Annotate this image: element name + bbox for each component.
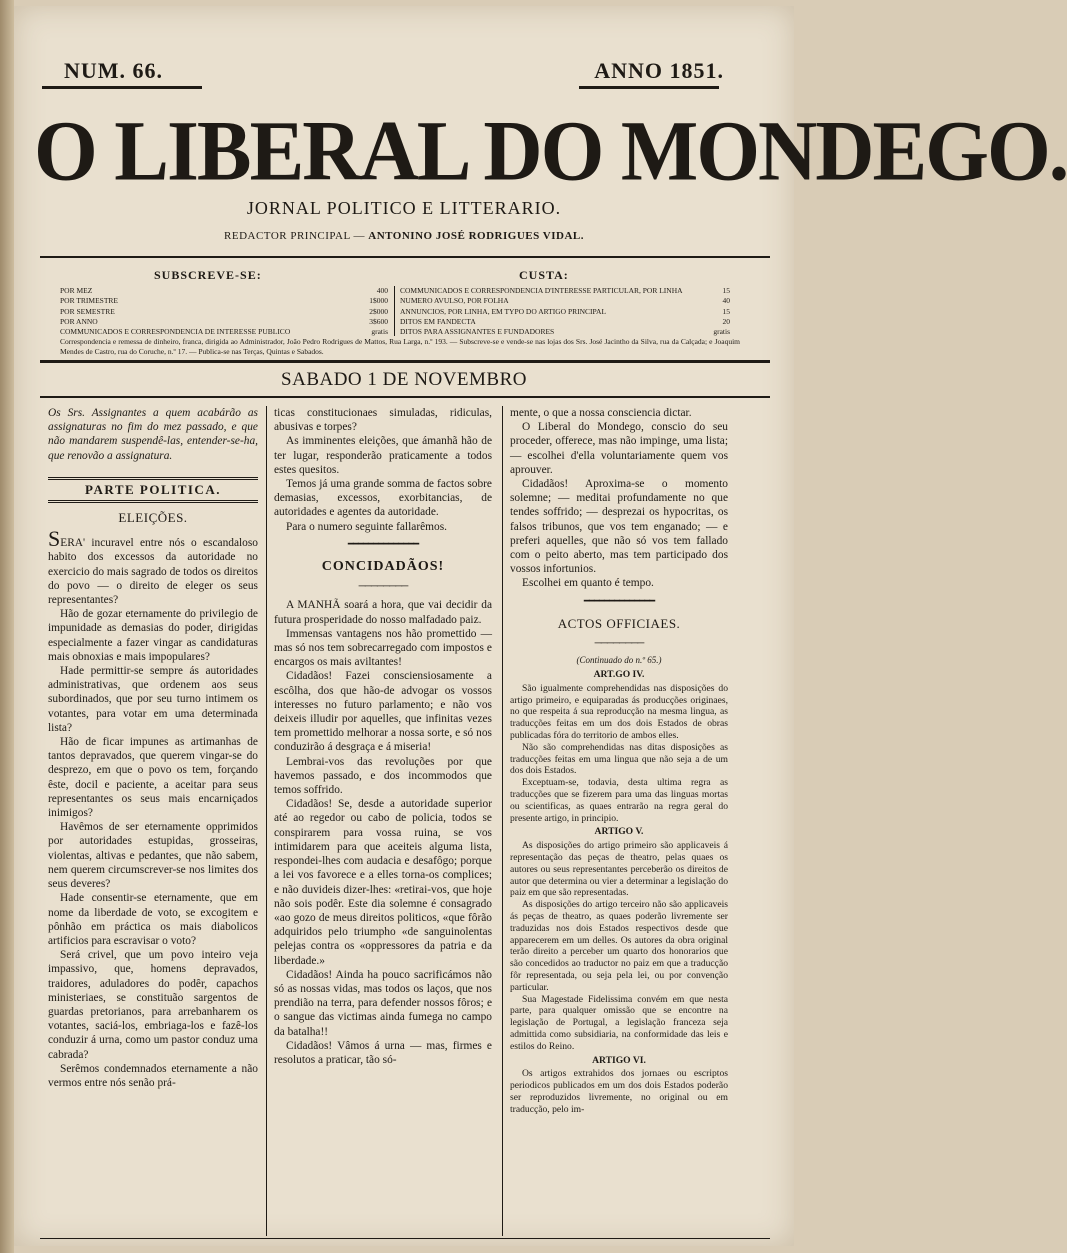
article-paragraph: Cidadãos! Vâmos á urna — mas, firmes e resolutos a praticar, tão só-	[274, 1039, 492, 1066]
article-paragraph: Hade permittir-se sempre ás autoridades administrativas, que ordenem aos seus subordinados, que por seu turno intimem os votantes, para votar em uma determinada lista?	[48, 665, 258, 734]
section-title: PARTE POLITICA.	[48, 477, 258, 503]
ornament-divider: ────────	[594, 638, 644, 650]
article-paragraph: O Liberal do Mondego, conscio do seu proceder, offerece, mas não impinge, uma lista; — escolhei d'ella voluntariamente quem vos aprouver.	[510, 421, 728, 476]
article-paragraph: A MANHÃ soará a hora, que vai decidir da futura prosperidade do nosso malfadado paiz.	[274, 599, 492, 626]
table-row: COMMUNICADOS E CORRESPONDENCIA DE INTERESSE PUBLICO gratis	[60, 327, 388, 337]
official-acts	[510, 655, 728, 1115]
masthead-subtitle: JORNAL POLITICO E LITTERARIO.	[246, 198, 562, 218]
date-line: SABADO 1 DE NOVEMBRO	[281, 369, 527, 390]
ornament-divider: ━━━━━━━━━━━━━━	[583, 595, 655, 607]
article-paragraph: Hão de gozar eternamente do privilegio de impunidade as demasias do poder, dirigidas especialmente a fazer vingar as candidaturas mais obnoxias e mais impopulares?	[48, 608, 258, 663]
subscriber-notice: Os Srs. Assignantes a quem acabárão as assignaturas no fim do mez passado, e que não mandarem suspendê-las, entender-se-ha, que renovão a assignatura.	[48, 407, 258, 462]
article-paragraph: SERA' incuravel entre nós o escandaloso habito dos excessos da autoridade no exercicio do mais sagrado de todos os direitos do povo — o direito de eleger os seus representantes?	[48, 526, 258, 607]
costs-table	[400, 286, 730, 337]
article-heading: CONCIDADÃOS!	[321, 559, 445, 575]
issue-number: NUM. 66.	[64, 58, 164, 83]
article-paragraph: ticas constitucionaes simuladas, ridiculas, abusivas e torpes?	[274, 407, 492, 434]
subscription-table	[60, 286, 388, 337]
article-paragraph: Escolhei em quanto é tempo.	[522, 577, 654, 590]
article-paragraph: Cidadãos! Fazei consciensiosamente a escôlha, dos que hão-de advogar os vossos interesses no futuro parlamento; e não vos deixeis illudir por aquelles, que infinitas vezes tem promettido melhorar a nossa sorte, e só nos conduzirão á desgraça e á miseria!	[274, 670, 492, 754]
table-divider	[394, 286, 395, 336]
table-row: POR TRIMESTRE 1$000	[60, 296, 388, 306]
article-paragraph: Cidadãos! Aproxima-se o momento solemne; — meditai profundamente no que tendes soffrido; — desprezai os hypocritas, os falsos tribunos, que vos tem enganado; — e preferi aquelles, que não só vos tem fallado com o peito aberto, mas tem participado dos vossos infortunios.	[510, 478, 728, 576]
table-row: POR SEMESTRE 2$000	[60, 306, 388, 316]
table-row: DITOS EM FANDECTA 20	[400, 316, 730, 326]
article-number: ART.GO IV.	[593, 669, 645, 681]
issue-year: ANNO 1851.	[594, 58, 724, 83]
article-paragraph: Exceptuam-se, todavia, desta ultima regra as traducções que se fizerem para uma das linguas mortas ou scientificas, as quaes entrarão na regra geral do presente artigo, in principio.	[510, 777, 728, 824]
redactor-line	[14, 230, 794, 242]
rule-date-bottom	[40, 396, 770, 398]
article-paragraph: Não são comprehendidas nas ditas disposições as traducções feitas em uma lingua que não seja a de um dos dois Estados.	[510, 741, 728, 777]
article-paragraph: Sua Magestade Fidelissima convém em que nesta parte, para qualquer omissão que se encontre na legislação de Portugal, a legislação franceza seja admittida como subsidiaria, na conformidade das leis e estilos do Reino.	[510, 993, 728, 1052]
redactor-name: ANTONINO JOSÉ RODRIGUES VIDAL.	[368, 230, 584, 242]
rule-left	[42, 86, 202, 89]
article-paragraph: Lembrai-vos das revoluções por que havemos passado, e dos incommodos que temos soffrido.	[274, 755, 492, 797]
article-heading: ELEIÇÕES.	[118, 510, 188, 526]
article-paragraph: Havêmos de ser eternamente opprimidos por autoridades estupidas, grosseiras, violentas, altivas e pedantes, que não sabem, nem querem circumscrever-se nos limites dos seus deveres?	[48, 821, 258, 891]
article-paragraph: Hão de ficar impunes as artimanhas de tantos depravados, que querem vingar-se do desprezo, em que o povo os tem, forçando êste, docil e paciente, a aceitar para seus representantes os seus mais encarniçados inimigos?	[48, 736, 258, 820]
article-number: ARTIGO V.	[594, 826, 644, 838]
rule-bottom	[40, 1238, 770, 1239]
binding-spine	[0, 0, 14, 1253]
article-paragraph: São igualmente comprehendidas nas disposições do artigo primeiro, e equiparadas ás producções originaes, no que respeita á sua reproducção na mesma lingua, as traducções feitas em um dos dois Estados de obras publicadas fóra do territorio de ambos elles.	[510, 682, 728, 742]
article-paragraph: Os artigos extrahidos dos jornaes ou escriptos periodicos publicados em um dos dois Estados poderão ser reproduzidos livremente, no original ou em traducção, pelo im-	[510, 1068, 728, 1115]
subscription-heading: SUBSCREVE-SE:	[154, 268, 262, 282]
subscription-note: Correspondencia e remessa de dinheiro, franca, dirigida ao Administrador, João Pedro Rodrigues de Mattos, Rua Larga, n.º 193. — Subscreve-se e vende-se nas lojas dos Srs. José Jacintho da Silva, rua da Calçada; e Joaquim Mendes de Castro, rua do Coruche, n.º 17. — Publica-se nas Terças, Quintas e Sabados.	[60, 337, 740, 356]
column-3	[510, 406, 728, 1241]
costs-heading: CUSTA:	[519, 268, 569, 282]
table-row: POR MEZ 400	[60, 286, 388, 295]
ornament-divider: ────────	[358, 581, 408, 593]
column-2	[274, 406, 492, 1241]
ornament-divider: ━━━━━━━━━━━━━━	[347, 538, 419, 550]
article-paragraph: Cidadãos! Se, desde a autoridade superior até ao regedor ou cabo de policia, todos se conspirarem para vossa ruina, se vos intimidarem para que aceiteis alguma lista, respondei-lhes com audacia e desafôgo; porque a lei vos favorece e a elles torna-os complices; e não duvideis dizer-lhes: «retirai-vos, que hoje não sois podêr. Este dia solemne é consagrado «ao gozo de meus direitos politicos, «que fôrão adquiridos pelo triumpho «de sanguinolentas pelejas contra os «oppressores da patria e da liberdade.»	[274, 798, 492, 967]
article-heading: ACTOS OFFICIAES.	[557, 615, 681, 631]
article-paragraph: Temos já uma grande somma de factos sobre demasias, excessos, exorbitancias, de autoridades e agentes da autoridade.	[274, 478, 492, 519]
article-paragraph: Immensas vantagens nos hão promettido — mas só nos tem sobrecarregado com impostos e encargos os mais aviltantes!	[274, 627, 492, 669]
continued-note: (Continuado do n.º 65.)	[576, 655, 662, 666]
table-row: NUMERO AVULSO, POR FOLHA 40	[400, 296, 730, 306]
column-divider	[266, 406, 267, 1236]
table-row: DITOS PARA ASSIGNANTES E FUNDADORES gratis	[400, 327, 730, 337]
column-1	[48, 406, 258, 1241]
redactor-label: REDACTOR PRINCIPAL —	[224, 230, 366, 242]
article-paragraph: Cidadãos! Ainda ha pouco sacrificámos não só as nossas vidas, mas todos os laços, que nos prendião na terra, para defender nossos fôros; e o sangue das victimas ainda fumega no campo da batalha!!	[274, 968, 492, 1038]
table-row: ANNUNCIOS, POR LINHA, EM TYPO DO ARTIGO PRINCIPAL 15	[400, 306, 730, 316]
table-row: COMMUNICADOS E CORRESPONDENCIA D'INTERESSE PARTICULAR, POR LINHA 15	[400, 286, 730, 295]
article-paragraph: Hade consentir-se eternamente, que em nome da liberdade de voto, se excogitem e pônhão em práctica os mais diabolicos artificios para escravisar o voto?	[48, 892, 258, 947]
newspaper-page	[14, 6, 1067, 1246]
table-row: POR ANNO 3$600	[60, 316, 388, 326]
article-paragraph: Será crivel, que um povo inteiro veja impassivo, que, homens depravados, traidores, aduladores do podêr, capachos ministeriaes, se constituão sargentos de guardas pretorianos, para arrebanharem os votantes, saciá-los, embriaga-los e fazê-los conduzir á urna, como um pastor conduz uma cabrada?	[48, 949, 258, 1061]
article-paragraph: Serêmos condemnados eternamente a não vermos entre nós senão prá-	[48, 1062, 258, 1089]
drop-cap: S	[48, 526, 61, 552]
article-paragraph: As disposições do artigo primeiro são applicaveis á representação das peças de theatro, pelas quaes os autores ou seus representantes perceberão os direitos de autor que determina ou vier a determinar a legislação do paiz em que são representadas.	[510, 840, 728, 899]
rule-date-top	[40, 360, 770, 363]
article-paragraph: As disposições do artigo terceiro não são applicaveis ás peças de theatro, as quaes poderão livremente ser traduzidas nos dois Estados respectivos desde que apparecerem em um delles. Os autores da obra original terão direito a perceber um quarto dos honorarios que são concedidos ao traductor no paiz em que a traducção fôr representada, ou seja pela lei, ou por convenção particular.	[510, 899, 728, 993]
article-number: ARTIGO VI.	[592, 1054, 646, 1066]
article-paragraph: Para o numero seguinte fallarêmos.	[286, 520, 447, 533]
rule-top	[40, 256, 770, 258]
article-paragraph: mente, o que a nossa consciencia dictar.	[510, 407, 692, 419]
rule-right	[579, 86, 719, 89]
masthead-title: O LIBERAL DO MONDEGO.	[34, 102, 1067, 199]
article-paragraph: As imminentes eleições, que ámanhã hão de ter lugar, responderão praticamente a todos estes quesitos.	[274, 435, 492, 476]
column-divider	[502, 406, 503, 1236]
